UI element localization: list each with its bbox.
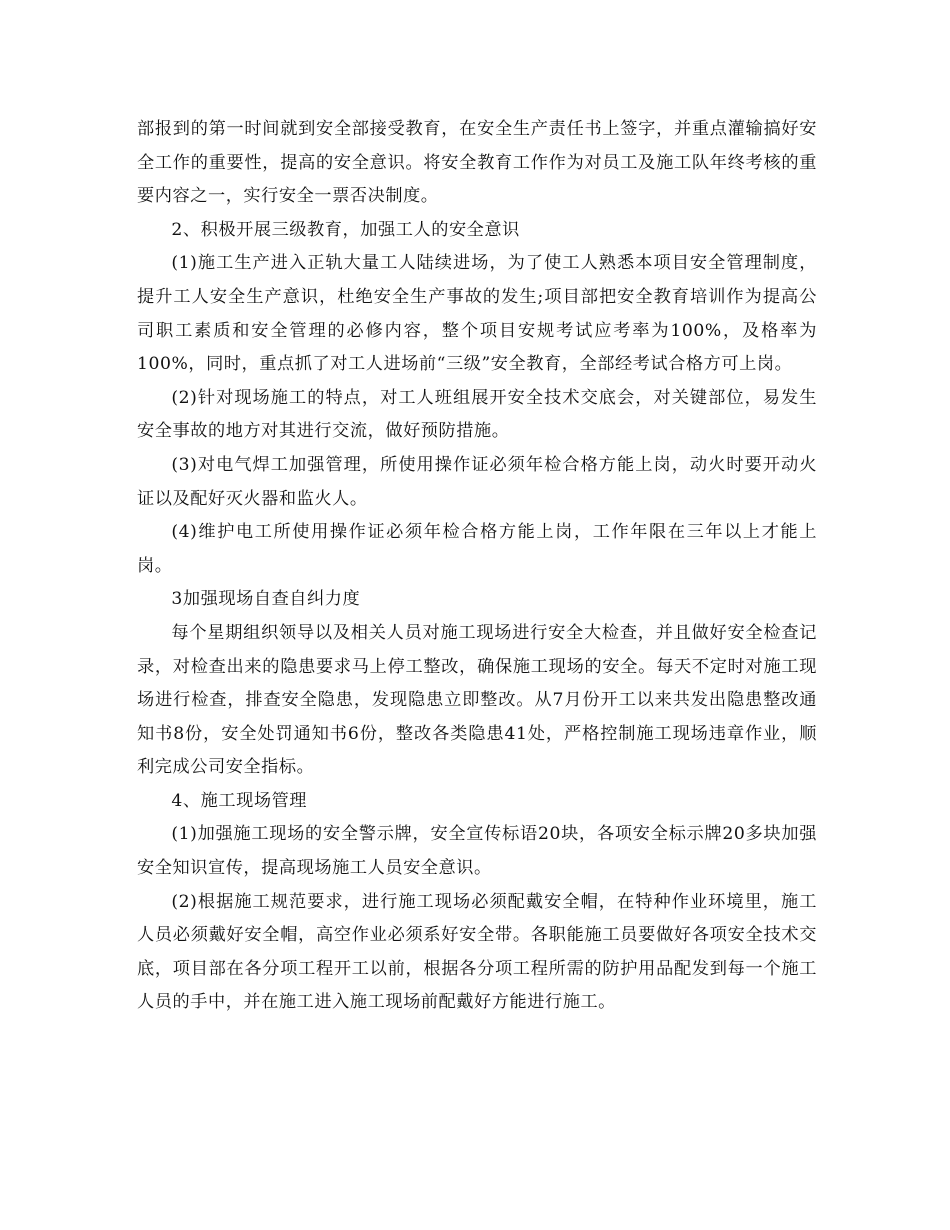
paragraph-item-3: (3)对电气焊工加强管理，所使用操作证必须年检合格方能上岗，动火时要开动火证以及配好灭火器和监火人。 (137, 454, 817, 509)
paragraph-continuation: 部报到的第一时间就到安全部接受教育，在安全生产责任书上签字，并重点灌输搞好安全工作的重要性，提高的安全意识。将安全教育工作作为对员工及施工队年终考核的重要内容之一，实行安全一票否决制度。 (137, 119, 817, 207)
section-heading-2: 2、积极开展三级教育，加强工人的安全意识 (171, 219, 520, 240)
paragraph-item-1: (1)施工生产进入正轨大量工人陆续进场，为了使工人熟悉本项目安全管理制度，提升工人安全生产意识，杜绝安全生产事故的发生;项目部把安全教育培训作为提高公司职工素质和安全管理的必修内容，整个项目安规考试应考率为100%，及格率为100%，同时，重点抓了对工人进场前“三级”安全教育，全部经考试合格方可上岗。 (137, 253, 817, 375)
paragraph-site-item-2: (2)根据施工规范要求，进行施工现场必须配戴安全帽，在特种作业环境里，施工人员必须戴好安全帽，高空作业必须系好安全带。各职能施工员要做好各项安全技术交底，项目部在各分项工程开工以前，根据各分项工程所需的防护用品配发到每一个施工人员的手中，并在施工进入施工现场前配戴好方能进行施工。 (137, 891, 817, 1013)
paragraph-item-2: (2)针对现场施工的特点，对工人班组展开安全技术交底会，对关键部位，易发生安全事故的地方对其进行交流，做好预防措施。 (137, 387, 817, 442)
paragraph-item-4: (4)维护电工所使用操作证必须年检合格方能上岗，工作年限在三年以上才能上岗。 (137, 522, 817, 576)
section-heading-3: 3加强现场自查自纠力度 (171, 589, 361, 610)
paragraph-site-item-1: (1)加强施工现场的安全警示牌，安全宣传标语20块，各项安全标示牌20多块加强安全知识宣传，提高现场施工人员安全意识。 (137, 824, 817, 879)
document-body (137, 113, 817, 1020)
paragraph-inspection: 每个星期组织领导以及相关人员对施工现场进行安全大检查，并且做好安全检查记录，对检查出来的隐患要求马上停工整改，确保施工现场的安全。每天不定时对施工现场进行检查，排查安全隐患，发现隐患立即整改。从7月份开工以来共发出隐患整改通知书8份，安全处罚通知书6份，整改各类隐患41处，严格控制施工现场违章作业，顺利完成公司安全指标。 (137, 622, 817, 778)
section-heading-4: 4、施工现场管理 (171, 790, 308, 811)
